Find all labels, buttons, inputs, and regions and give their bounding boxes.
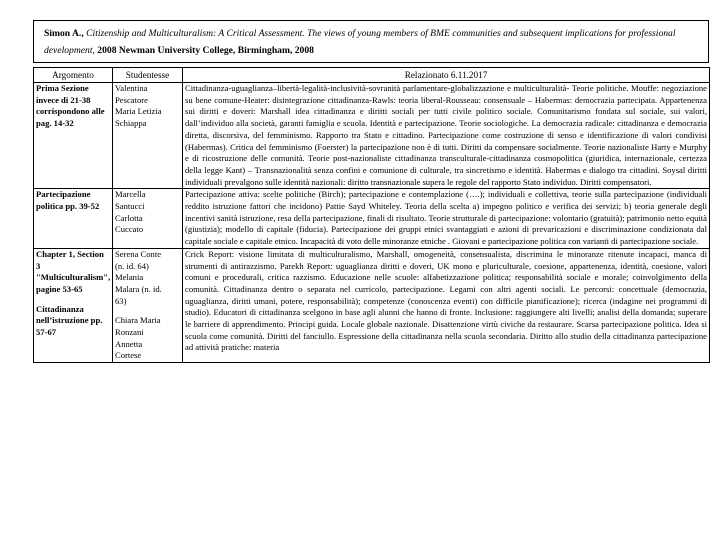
student-name: Serena Conte — [115, 248, 162, 259]
topic-education: Cittadinanza nell’istruzione pp. 57-67 — [36, 303, 103, 338]
student-name: (n. id. 64) — [115, 260, 149, 271]
reference-title: Citizenship and Multiculturalism: A Critical Assessment. The views of young members of BME communities and subsequent implications for professional development, — [44, 28, 676, 56]
student-name: Pescatore — [115, 94, 148, 105]
student-name: Maria Letizia — [115, 106, 162, 117]
row-studentesse — [113, 83, 183, 189]
row-argomento — [34, 248, 113, 362]
student-name: Valentina — [115, 83, 148, 93]
table-row — [34, 83, 710, 189]
student-name: Carlotta — [115, 212, 143, 223]
row-summary: Cittadinanza-uguaglianza–libertà-legalità-inclusività-sovranità parlamentare-globalizzazione e multiculturalità- Teorie politiche. Mouffe: negoziazione su bene comune-Heater: disintegrazione cittadinanza-Rawls: teoria liberal-Rousseau: consensuale – Habermas: democrazia partecipata. Appartenenza sui diritti e doveri: Marshall idea cittadinanza e diritti sociali per tutti civile politico sociale. Comunitarismo fondata sul sociale, sui valori, dall’individuo alla società, garanti famiglia e scuola. Identità e partecipazione. Teorie sociologiche. La democrazia radicale: cittadinanza e democrazia diretta, discorsiva, del femminismo. Rapporto tra Stato e cittadino. Partecipazione come costruzione di senso e identificazione di valori condivisi (Habermas). Critica del femminismo (Foerster) la partecipazione non è di tutti. Diritti da compensare socialmente. Teorie nazionaliste Harty e Murphy e di ricostruzione delle comunità. Teorie post-nazionaliste cittadinanza transculturale-cittadinanza cosmopolitica (giuridica, internazionale, certezza della legge Kant) – Transnazionalità senza confini e comunione di culturale, tra sincretismo e identità. Habermas e dialogo tra cittadini. Soysal diritti individuali prevalgono sulle identità nazionali: diritto transnazionale supera le regole del rapporto Stato individuo. Diritti compensatori. — [183, 83, 710, 189]
student-name: Chiara Maria — [115, 315, 161, 326]
row-summary: Crick Report: visione limitata di multiculturalismo, Marshall, omogeneità, consensualista, discrimina le minoranze ritenute incapaci, manca di strumenti di antirazzismo. Parekh Report: uguaglianza diritti e doveri, UK mono e pluriculturale, coesione, appartenenza, identità, coesione, valori comuni e procedurali, critica razzismo. Educazione nelle scuole: alfabetizzazione politica; responsabilità sociale e morale; coinvolgimento della comunità. Cittadinanza dentro o separata nel curricolo, partecipazione. Legami con altri agenti sociali. Le percorsi: concettuale (democrazia, uguaglianza, diritti umani, potere, responsabilità); competenze (conoscenza eventi) con difficile pianificazione); ricerca (indagine nei programmi di studio). Educatori di cittadinanza scelgono in base agli alunni che hanno di fronte. Inclusione: raggiungere alti livelli; analisi della domanda; superare le barriere di apprendimento. Principi guida. Locale globale nazionale. Disattenzione virtù civiche da restaurare. Scarsa partecipazione politica. Idea si scuola come comunità. Diritti del fanciullo. Espressione della cittadinanza nella scuola secondaria. Diritto allo studio della cittadinanza partecipazione ad attività pratiche: materia — [183, 248, 710, 362]
header-argomento: Argomento — [34, 68, 113, 83]
row-studentesse — [113, 248, 183, 362]
topic-multiculturalism: Chapter 1, Section 3 "Multiculturalism", pagine 53-65 — [36, 248, 111, 294]
row-argomento: Partecipazione politica pp. 39-52 — [34, 189, 113, 249]
header-relazionato: Relazionato 6.11.2017 — [183, 68, 710, 83]
bibliographic-reference — [33, 20, 709, 63]
table-row — [34, 189, 710, 249]
student-name: Schiappa — [115, 118, 147, 129]
student-name: Santucci — [115, 201, 145, 212]
reference-author: Simon A., — [44, 28, 84, 39]
student-name: 63) — [115, 295, 127, 306]
student-name: Malara (n. id. — [115, 283, 162, 294]
student-name: Melania — [115, 272, 144, 283]
row-summary: Partecipazione attiva: scelte politiche (Birch); partecipazione e contemplazione (….); individuali e collettiva, teorie sulla partecipazione (individuali reddito istruzione fattori che incidono) Pattie Sayd Whiteley. Teoria della scelta a) impegno politico e verifica dei servizi; b) teoria generale degli incentivi sanità istruzione, resa della partecipazione, finali di risultato. Teorie strutturale di partecipazione: volontario (gratuità); patrimonio netto equità (giustizia); modello di capitale (fiducia). Partecipazione dei gruppi etnici svantaggiati e azioni di prevaricazioni e discriminazione condizionata dal capitale sociale e capitale etnico. Incapacità di voto delle minoranze etniche . Giovani e partecipazione politica con varianti di partecipazione sociale. — [183, 189, 710, 249]
reference-publisher: 2008 Newman University College, Birmingham, 2008 — [97, 45, 314, 56]
row-argomento: Prima Sezione invece di 21-38 corrispondono alle pag. 14-32 — [34, 83, 113, 189]
row-studentesse — [113, 189, 183, 249]
student-name: Ronzani — [115, 327, 144, 338]
presentation-table — [33, 67, 710, 363]
student-name: Cuccato — [115, 224, 144, 235]
table-row — [34, 248, 710, 362]
table-header-row — [34, 68, 710, 83]
document-page — [33, 20, 709, 363]
header-studentesse: Studentesse — [113, 68, 183, 83]
student-name: Marcella — [115, 189, 146, 200]
student-name: Cortese — [115, 350, 142, 361]
student-name: Annetta — [115, 338, 143, 349]
